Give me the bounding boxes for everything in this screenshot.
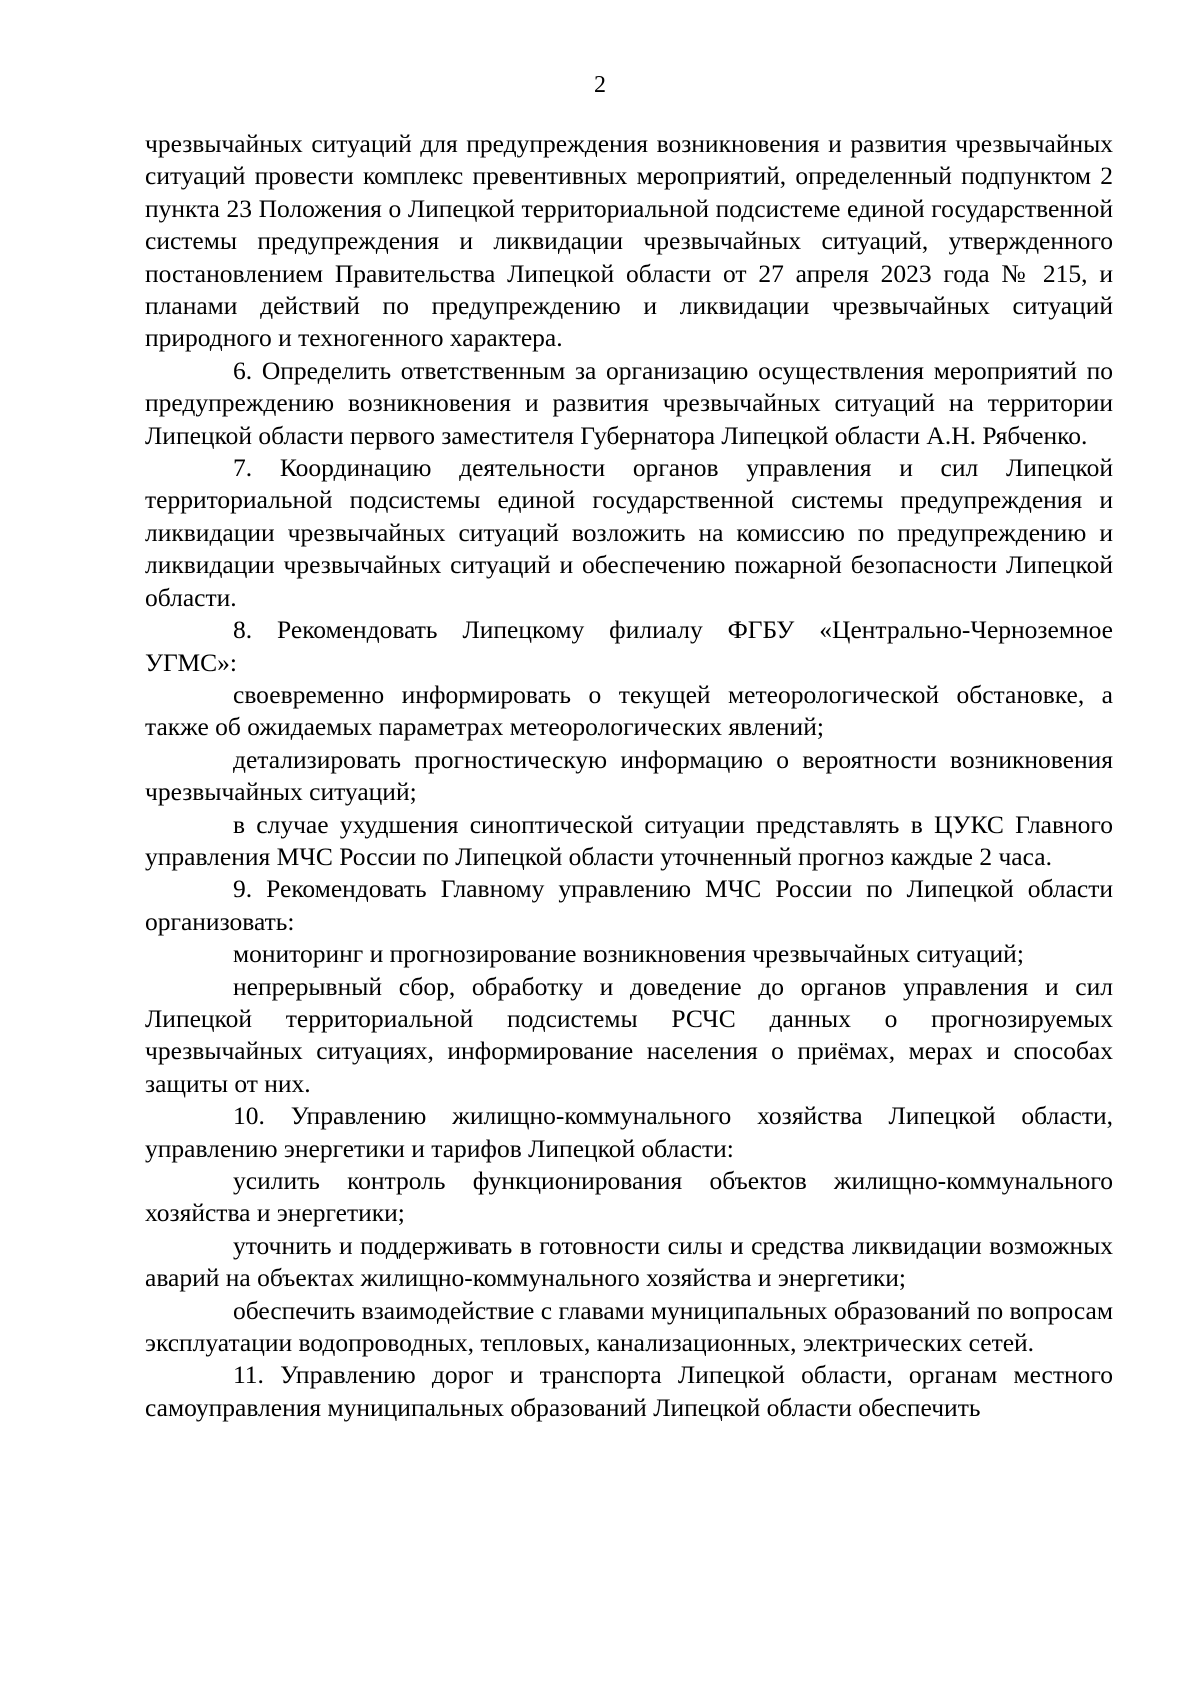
paragraph-item-10-subpoint-2: уточнить и поддерживать в готовности силы и средства ликвидации возможных аварий на объектах жилищно-коммунального хозяйства и энергетики; (145, 1230, 1113, 1293)
paragraph-item-10-subpoint-1: усилить контроль функционирования объектов жилищно-коммунального хозяйства и энергетики; (145, 1166, 1113, 1228)
paragraph-item-11: 11. Управлению дорог и транспорта Липецкой области, органам местного самоуправления муниципальных образований Липецкой области обеспечить (145, 1360, 1113, 1422)
paragraph-item-9-subpoint-1: мониторинг и прогнозирование возникновения чрезвычайных ситуаций; (233, 939, 1024, 969)
paragraph-item-10-subpoint-3: обеспечить взаимодействие с главами муниципальных образований по вопросам эксплуатации водопроводных, тепловых, канализационных, электрических сетей. (145, 1295, 1113, 1358)
paragraph-item-7: 7. Координацию деятельности органов управления и сил Липецкой территориальной подсистемы единой государственной системы предупреждения и ликвидации чрезвычайных ситуаций возложить на комиссию по предупреждению и ликвидации чрезвычайных ситуаций и обеспечению пожарной безопасности Липецкой области. (145, 453, 1113, 612)
page-number: 2 (594, 72, 606, 98)
paragraph-item-9: 9. Рекомендовать Главному управлению МЧС России по Липецкой области организовать: (145, 874, 1113, 936)
paragraph-item-8-subpoint-3: в случае ухудшения синоптической ситуации представлять в ЦУКС Главного управления МЧС России по Липецкой области уточненный прогноз каждые 2 часа. (145, 809, 1113, 871)
paragraph-item-8-subpoint-1: своевременно информировать о текущей метеорологической обстановке, а также об ожидаемых параметрах метеорологических явлений; (145, 679, 1113, 742)
paragraph-item-8-subpoint-2: детализировать прогностическую информацию о вероятности возникновения чрезвычайных ситуаций; (145, 744, 1113, 807)
paragraph-continuation: чрезвычайных ситуаций для предупреждения возникновения и развития чрезвычайных ситуаций провести комплекс превентивных мероприятий, определенный подпунктом 2 пункта 23 Положения о Липецкой территориальной подсистеме единой государственной системы предупреждения и ликвидации чрезвычайных ситуаций, утвержденного постановлением Правительства Липецкой области от 27 апреля 2023 года № 215, и планами действий по предупреждению и ликвидации чрезвычайных ситуаций природного и техногенного характера. (145, 129, 1113, 353)
paragraph-item-10: 10. Управлению жилищно-коммунального хозяйства Липецкой области, управлению энергетики и тарифов Липецкой области: (145, 1101, 1113, 1163)
document-body (145, 128, 1113, 1424)
paragraph-item-8: 8. Рекомендовать Липецкому филиалу ФГБУ «Центрально-Черноземное УГМС»: (145, 615, 1113, 677)
paragraph-item-6: 6. Определить ответственным за организацию осуществления мероприятий по предупреждению возникновения и развития чрезвычайных ситуаций на территории Липецкой области первого заместителя Губернатора Липецкой области А.Н. Рябченко. (145, 355, 1113, 450)
paragraph-item-9-subpoint-2: непрерывный сбор, обработку и доведение до органов управления и сил Липецкой территориальной подсистемы РСЧС данных о прогнозируемых чрезвычайных ситуациях, информирование населения о приёмах, мерах и способах защиты от них. (145, 971, 1113, 1098)
